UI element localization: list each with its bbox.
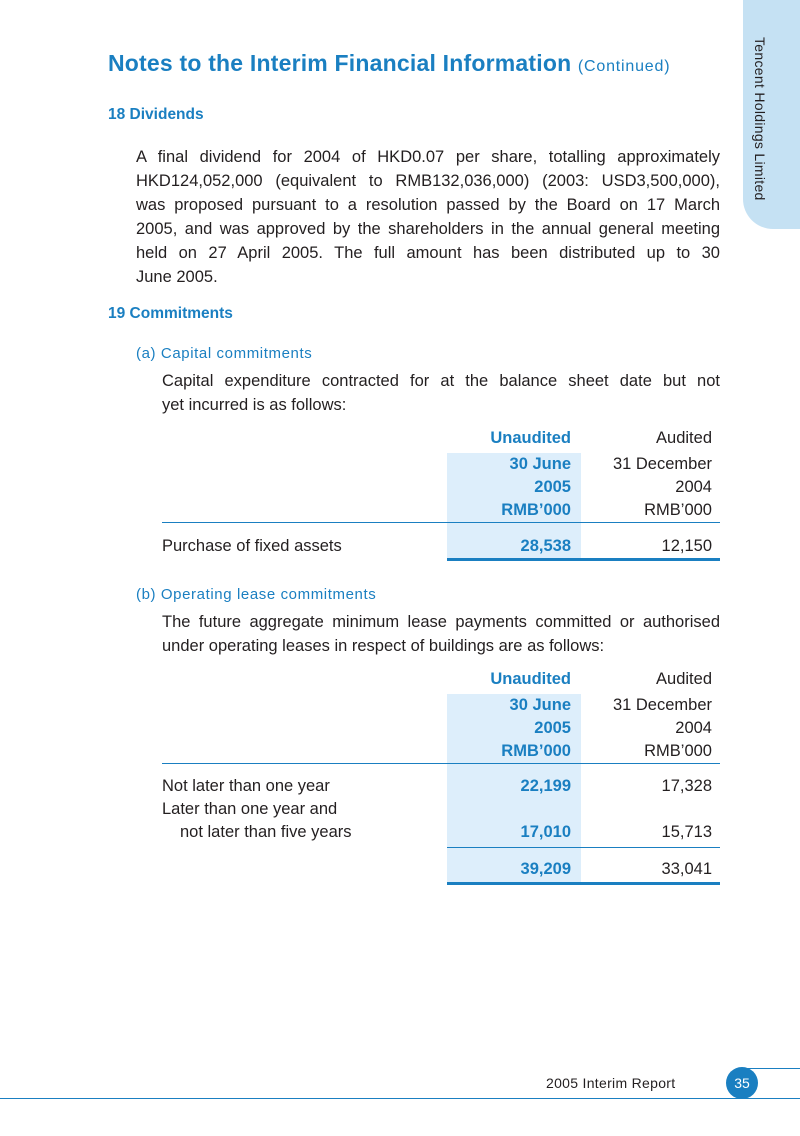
capital-col1-date: 30 June (509, 455, 571, 473)
capital-col1-unit: RMB’000 (501, 501, 571, 519)
side-tab-label: Tencent Holdings Limited (752, 37, 768, 201)
capital-col2-date: 31 December (612, 455, 712, 473)
capital-total-rule (447, 558, 720, 561)
lease-commitments-heading: (b) Operating lease commitments (136, 586, 377, 603)
commitments-heading: 19 Commitments (108, 305, 233, 322)
lease-col2-unit: RMB’000 (644, 742, 712, 760)
page-title-continued: (Continued) (577, 58, 671, 75)
lease-col2-status: Audited (656, 670, 712, 688)
lease-total-2005: 39,209 (520, 860, 571, 878)
capital-col2-status: Audited (656, 429, 712, 447)
footer-report-name: 2005 Interim Report (546, 1075, 676, 1091)
dividends-line: was proposed pursuant to a resolution passed by the Board on 17 March (136, 196, 720, 214)
capital-line: yet incurred is as follows: (162, 396, 347, 414)
page-title-text: Notes to the Interim Financial Information (108, 50, 572, 76)
lease-total-rule (447, 882, 720, 885)
footer-rule (0, 1098, 800, 1099)
dividends-line: A final dividend for 2004 of HKD0.07 per share, totalling approximately (136, 148, 720, 166)
page-title (108, 50, 670, 77)
lease-col1-unit: RMB’000 (501, 742, 571, 760)
lease-col1-year: 2005 (534, 719, 571, 737)
capital-line: Capital expenditure contracted for at the balance sheet date but not (162, 372, 720, 390)
lease-total-2004: 33,041 (661, 860, 712, 878)
lease-row-value-2004: 15,713 (661, 823, 712, 841)
capital-col2-unit: RMB’000 (644, 501, 712, 519)
dividends-paragraph (136, 145, 720, 289)
lease-row-value-2004: 17,328 (661, 777, 712, 795)
dividends-line: 2005, and was approved by the shareholders in the annual general meeting (136, 220, 720, 238)
dividends-line: held on 27 April 2005. The full amount has been distributed up to 30 (136, 244, 720, 262)
capital-col1-year: 2005 (534, 478, 571, 496)
capital-row-label: Purchase of fixed assets (162, 537, 342, 555)
lease-col2-date: 31 December (612, 696, 712, 714)
lease-col1-date: 30 June (509, 696, 571, 714)
lease-header-rule (162, 763, 720, 764)
lease-row-label: Later than one year and (162, 800, 338, 818)
dividends-line: HKD124,052,000 (equivalent to RMB132,036,000) (2003: USD3,500,000), (136, 172, 720, 190)
dividends-heading: 18 Dividends (108, 106, 204, 123)
lease-col1-status: Unaudited (490, 670, 571, 688)
capital-paragraph (162, 369, 720, 417)
lease-row-label: Not later than one year (162, 777, 330, 795)
lease-subtotal-rule (447, 847, 720, 848)
capital-row-value-2005: 28,538 (520, 537, 571, 555)
capital-commitments-heading: (a) Capital commitments (136, 345, 313, 362)
capital-col2-year: 2004 (675, 478, 712, 496)
capital-row-value-2004: 12,150 (661, 537, 712, 555)
capital-col1-status: Unaudited (490, 429, 571, 447)
lease-col2-year: 2004 (675, 719, 712, 737)
lease-row-value-2005: 17,010 (520, 823, 571, 841)
lease-line: The future aggregate minimum lease payments committed or authorised (162, 613, 720, 631)
lease-paragraph (162, 610, 720, 658)
dividends-line: June 2005. (136, 268, 218, 286)
lease-row-label-continued: not later than five years (180, 823, 352, 841)
capital-header-rule (162, 522, 720, 523)
page-number-badge: 35 (726, 1067, 758, 1099)
lease-row-value-2005: 22,199 (520, 777, 571, 795)
lease-line: under operating leases in respect of buildings are as follows: (162, 637, 605, 655)
